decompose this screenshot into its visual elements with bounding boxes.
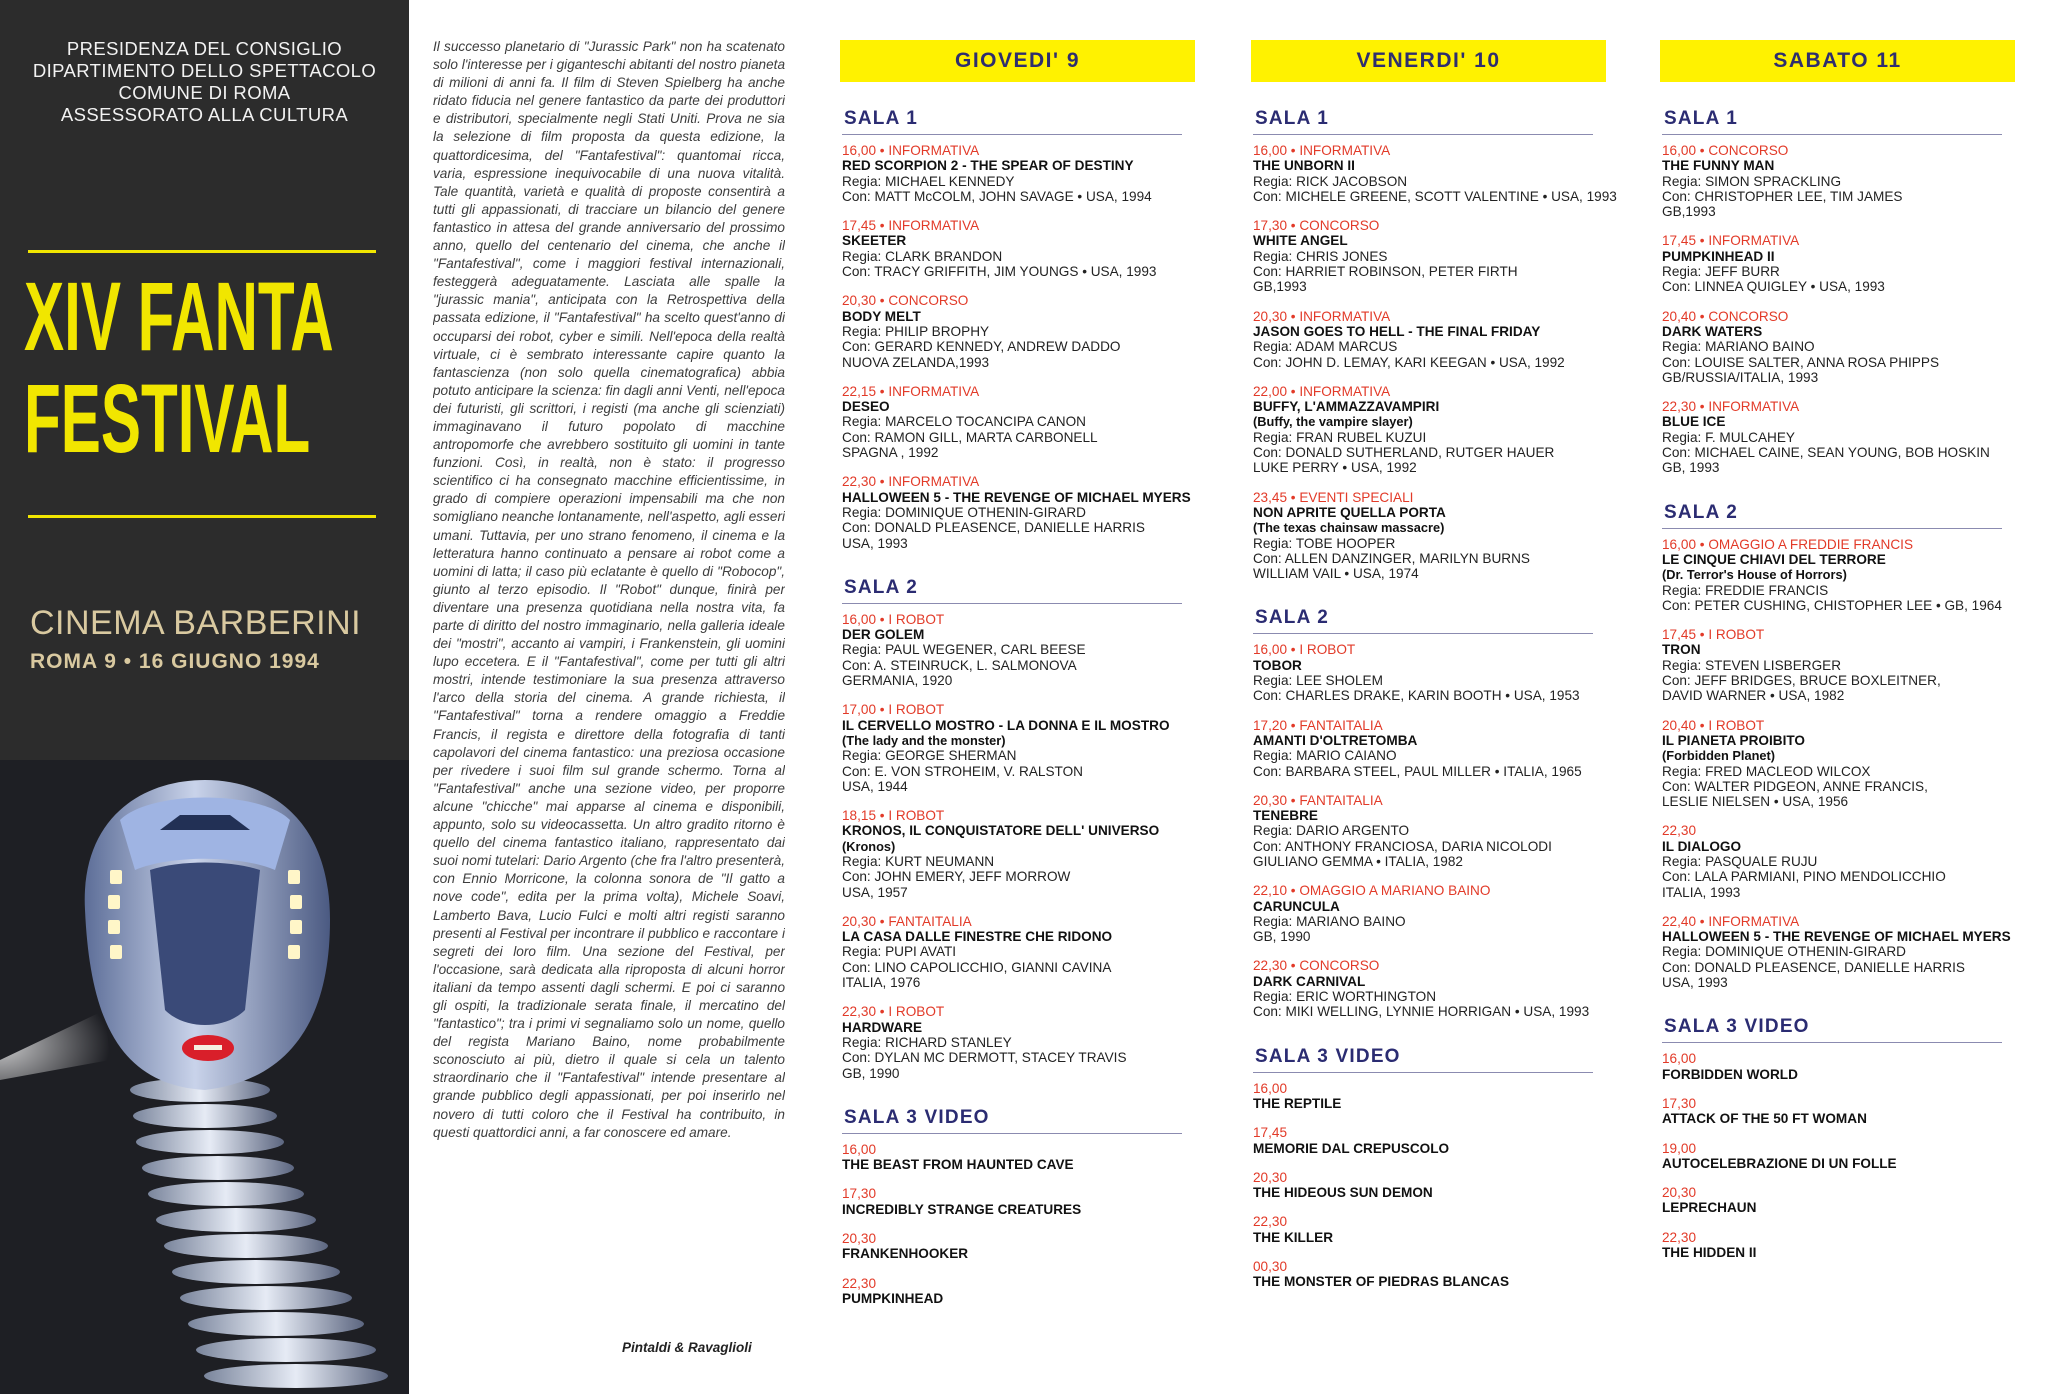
- film-title: IL DIALOGO: [1662, 838, 1742, 854]
- film-entry: [842, 612, 1195, 688]
- film-time: 17,30 • CONCORSO: [1253, 218, 1380, 234]
- film-title: TOBOR: [1253, 657, 1302, 673]
- film-entry: [842, 143, 1195, 204]
- film-time: 16,00 • INFORMATIVA: [842, 143, 980, 158]
- film-title: DER GOLEM: [842, 627, 925, 643]
- film-credits: GB, 1990: [1253, 929, 1311, 945]
- sala-title: SALA 3 VIDEO: [1662, 1016, 2002, 1043]
- film-credits: Regia: KURT NEUMANN: [842, 853, 995, 869]
- sala-title: SALA 1: [1253, 108, 1593, 135]
- film-title: THE FUNNY MAN: [1662, 158, 1775, 174]
- film-credits: Regia: MICHAEL KENNEDY: [842, 173, 1015, 189]
- film-original-title: (Dr. Terror's House of Horrors): [1662, 567, 1847, 583]
- film-credits: Regia: STEVEN LISBERGER: [1662, 657, 1842, 673]
- film-title: WHITE ANGEL: [1253, 233, 1348, 249]
- film-original-title: (The texas chainsaw massacre): [1253, 520, 1445, 536]
- film-time: 22,30: [1662, 823, 1697, 839]
- film-credits: Regia: MARIANO BAINO: [1662, 339, 1815, 355]
- film-credits: GB,1993: [1253, 279, 1307, 295]
- film-title: THE BEAST FROM HAUNTED CAVE: [842, 1157, 1074, 1173]
- film-time: 22,30 • INFORMATIVA: [1662, 399, 1800, 415]
- robot-head-illustration: [0, 760, 409, 1394]
- venue-name: CINEMA BARBERINI: [30, 604, 362, 642]
- film-credits: Con: ANTHONY FRANCIOSA, DARIA NICOLODI: [1253, 838, 1552, 854]
- film-entry: [1662, 233, 2015, 294]
- sala-list: [1660, 108, 2015, 1260]
- film-credits: Con: A. STEINRUCK, L. SALMONOVA: [842, 657, 1077, 673]
- film-title: THE REPTILE: [1253, 1095, 1342, 1111]
- film-time: 16,00: [1253, 1080, 1288, 1096]
- film-credits: Con: JOHN D. LEMAY, KARI KEEGAN • USA, 1992: [1253, 354, 1565, 370]
- film-credits: Con: JEFF BRIDGES, BRUCE BOXLEITNER,: [1662, 673, 1941, 689]
- film-credits: Con: LINNEA QUIGLEY • USA, 1993: [1662, 279, 1885, 295]
- sala-title: SALA 2: [842, 577, 1182, 604]
- institution-line: ASSESSORATO ALLA CULTURA: [60, 104, 349, 125]
- film-time: 16,00 • INFORMATIVA: [1253, 143, 1391, 158]
- film-credits: Regia: FRED MACLEOD WILCOX: [1662, 763, 1871, 779]
- day-column: [840, 40, 1195, 1360]
- film-title: CARUNCULA: [1253, 898, 1340, 914]
- film-credits: Con: CHARLES DRAKE, KARIN BOOTH • USA, 1953: [1253, 688, 1580, 704]
- film-time: 20,30 • FANTAITALIA: [842, 913, 972, 929]
- film-title: AUTOCELEBRAZIONE DI UN FOLLE: [1662, 1155, 1897, 1171]
- film-entry: [842, 384, 1195, 460]
- film-entry: [842, 1186, 1195, 1217]
- sala-title: SALA 2: [1253, 607, 1593, 634]
- film-original-title: (Buffy, the vampire slayer): [1253, 414, 1413, 430]
- film-time: 22,30: [1253, 1214, 1288, 1230]
- film-title: THE HIDEOUS SUN DEMON: [1253, 1185, 1433, 1201]
- film-time: 16,00: [842, 1141, 877, 1157]
- film-entry: [1662, 914, 2015, 990]
- film-credits: Regia: MARIO CAIANO: [1253, 748, 1397, 764]
- sala-list: [840, 108, 1195, 1306]
- film-title: HALLOWEEN 5 - THE REVENGE OF MICHAEL MYERS: [842, 489, 1191, 505]
- film-credits: GB, 1993: [1662, 460, 1720, 476]
- day-header: VENERDI' 10: [1251, 40, 1606, 82]
- film-time: 19,00: [1662, 1140, 1697, 1156]
- sala-section: [842, 108, 1195, 551]
- film-time: 17,45: [1253, 1125, 1288, 1141]
- film-title: LEPRECHAUN: [1662, 1200, 1757, 1216]
- film-title: HALLOWEEN 5 - THE REVENGE OF MICHAEL MYERS: [1662, 929, 2011, 945]
- film-time: 22,10 • OMAGGIO A MARIANO BAINO: [1253, 883, 1491, 899]
- film-time: 22,30 • I ROBOT: [842, 1004, 945, 1020]
- sala-section: [1662, 502, 2015, 991]
- film-credits: Regia: PASQUALE RUJU: [1662, 853, 1818, 869]
- film-title: IL PIANETA PROIBITO: [1662, 732, 1805, 748]
- film-title: DESEO: [842, 399, 890, 415]
- film-credits: USA, 1944: [842, 778, 908, 794]
- film-credits: Con: TRACY GRIFFITH, JIM YOUNGS • USA, 1993: [842, 264, 1157, 280]
- day-column: [1660, 40, 2015, 1360]
- film-entry: [842, 218, 1195, 279]
- film-credits: Con: PETER CUSHING, CHISTOPHER LEE • GB, 1964: [1662, 597, 2002, 613]
- film-credits: SPAGNA , 1992: [842, 445, 939, 461]
- film-title: INCREDIBLY STRANGE CREATURES: [842, 1201, 1082, 1217]
- film-title: TRON: [1662, 642, 1701, 658]
- film-credits: Con: RAMON GILL, MARTA CARBONELL: [842, 429, 1098, 445]
- film-credits: ITALIA, 1993: [1662, 884, 1741, 900]
- film-title: BUFFY, L'AMMAZZAVAMPIRI: [1253, 399, 1440, 415]
- film-time: 23,45 • EVENTI SPECIALI: [1253, 489, 1414, 505]
- film-credits: Con: CHRISTOPHER LEE, TIM JAMES: [1662, 188, 1903, 204]
- sala-title: SALA 3 VIDEO: [842, 1107, 1182, 1134]
- film-entry: [1253, 1214, 1606, 1245]
- film-credits: Regia: FREDDIE FRANCIS: [1662, 582, 1829, 598]
- film-title: THE MONSTER OF PIEDRAS BLANCAS: [1253, 1274, 1510, 1290]
- film-credits: Con: MIKI WELLING, LYNNIE HORRIGAN • USA, 1993: [1253, 1004, 1590, 1020]
- sala-list: [1251, 108, 1617, 1290]
- film-time: 22,30: [1662, 1229, 1697, 1245]
- film-entry: [842, 1276, 1195, 1307]
- film-title: DARK WATERS: [1662, 323, 1763, 339]
- film-title: DARK CARNIVAL: [1253, 973, 1366, 989]
- film-credits: Con: HARRIET ROBINSON, PETER FIRTH: [1253, 264, 1518, 280]
- film-title: FRANKENHOOKER: [842, 1246, 969, 1262]
- film-entry: [842, 808, 1195, 900]
- film-credits: Con: E. VON STROHEIM, V. RALSTON: [842, 763, 1083, 779]
- film-original-title: (The lady and the monster): [842, 732, 1006, 748]
- film-credits: GERMANIA, 1920: [842, 673, 953, 689]
- film-time: 16,00 • CONCORSO: [1662, 143, 1789, 158]
- film-credits: NUOVA ZELANDA,1993: [842, 354, 990, 370]
- film-entry: [1253, 490, 1606, 582]
- film-entry: [1662, 1230, 2015, 1261]
- film-credits: Regia: PHILIP BROPHY: [842, 323, 990, 339]
- festival-dates: ROMA 9 • 16 GIUGNO 1994: [30, 650, 320, 673]
- film-credits: Con: DONALD PLEASENCE, DANIELLE HARRIS: [1662, 959, 1965, 975]
- film-title: PUMPKINHEAD: [842, 1290, 944, 1306]
- film-entry: [842, 702, 1195, 794]
- film-credits: Con: GERARD KENNEDY, ANDREW DADDO: [842, 339, 1121, 355]
- film-title: LE CINQUE CHIAVI DEL TERRORE: [1662, 551, 1886, 567]
- film-entry: [1662, 1185, 2015, 1216]
- film-credits: Con: LINO CAPOLICCHIO, GIANNI CAVINA: [842, 959, 1112, 975]
- film-credits: DAVID WARNER • USA, 1982: [1662, 688, 1845, 704]
- sala-title: SALA 2: [1662, 502, 2002, 529]
- film-entry: [842, 914, 1195, 990]
- film-time: 17,45 • INFORMATIVA: [1662, 233, 1800, 249]
- film-credits: Regia: DOMINIQUE OTHENIN-GIRARD: [842, 504, 1086, 520]
- film-time: 16,00 • OMAGGIO A FREDDIE FRANCIS: [1662, 536, 1914, 552]
- day-header: GIOVEDI' 9: [840, 40, 1195, 82]
- day-header: SABATO 11: [1660, 40, 2015, 82]
- film-entry: [1253, 218, 1606, 294]
- film-time: 20,30 • CONCORSO: [842, 293, 969, 309]
- film-credits: Regia: SIMON SPRACKLING: [1662, 173, 1842, 189]
- film-entry: [1253, 642, 1606, 703]
- film-entry: [842, 1004, 1195, 1080]
- film-credits: Con: MICHAEL CAINE, SEAN YOUNG, BOB HOSKIN: [1662, 445, 1990, 461]
- festival-title: [24, 262, 334, 473]
- film-time: 22,30 • INFORMATIVA: [842, 474, 980, 490]
- film-credits: Con: LALA PARMIANI, PINO MENDOLICCHIO: [1662, 869, 1946, 885]
- film-credits: USA, 1993: [1662, 975, 1728, 991]
- film-title: AMANTI D'OLTRETOMBA: [1253, 732, 1418, 748]
- film-entry: [1253, 883, 1606, 944]
- film-time: 17,00 • I ROBOT: [842, 702, 945, 718]
- film-credits: Regia: GEORGE SHERMAN: [842, 748, 1017, 764]
- sala-title: SALA 1: [842, 108, 1182, 135]
- film-entry: [1662, 718, 2015, 810]
- film-time: 22,30: [842, 1275, 877, 1291]
- film-entry: [1253, 718, 1606, 779]
- film-entry: [842, 293, 1195, 369]
- sala-title: SALA 3 VIDEO: [1253, 1046, 1593, 1073]
- film-time: 20,40 • I ROBOT: [1662, 717, 1765, 733]
- film-credits: Regia: TOBE HOOPER: [1253, 535, 1396, 551]
- film-entry: [1253, 384, 1606, 476]
- film-credits: Con: ALLEN DANZINGER, MARILYN BURNS: [1253, 550, 1530, 566]
- institutions: [0, 38, 409, 126]
- film-title: JASON GOES TO HELL - THE FINAL FRIDAY: [1253, 323, 1541, 339]
- film-entry: [1253, 958, 1606, 1019]
- film-title: BLUE ICE: [1662, 414, 1726, 430]
- sala-section: [1662, 108, 2015, 476]
- film-credits: Con: MICHELE GREENE, SCOTT VALENTINE • USA, 1993: [1253, 188, 1617, 204]
- film-title: MEMORIE DAL CREPUSCOLO: [1253, 1140, 1450, 1156]
- film-credits: Con: BARBARA STEEL, PAUL MILLER • ITALIA, 1965: [1253, 763, 1582, 779]
- film-entry: [1253, 309, 1606, 370]
- film-title: LA CASA DALLE FINESTRE CHE RIDONO: [842, 929, 1113, 945]
- film-credits: Regia: PAUL WEGENER, CARL BEESE: [842, 642, 1086, 658]
- film-entry: [1253, 1170, 1606, 1201]
- sala-section: [1253, 108, 1617, 582]
- film-title: TENEBRE: [1253, 808, 1318, 824]
- film-title: THE HIDDEN II: [1662, 1245, 1757, 1261]
- film-title: HARDWARE: [842, 1019, 923, 1035]
- film-credits: Con: DONALD PLEASENCE, DANIELLE HARRIS: [842, 520, 1145, 536]
- film-credits: Regia: FRAN RUBEL KUZUI: [1253, 429, 1427, 445]
- sala-video-section: [842, 1107, 1195, 1306]
- film-time: 20,30: [842, 1231, 877, 1247]
- film-time: 17,45 • I ROBOT: [1662, 627, 1765, 643]
- film-credits: GB, 1990: [842, 1065, 900, 1081]
- film-credits: Con: DONALD SUTHERLAND, RUTGER HAUER: [1253, 445, 1555, 461]
- film-credits: Regia: PUPI AVATI: [842, 944, 957, 960]
- film-original-title: (Forbidden Planet): [1662, 748, 1776, 764]
- film-credits: Regia: JEFF BURR: [1662, 264, 1780, 280]
- film-credits: Regia: DOMINIQUE OTHENIN-GIRARD: [1662, 944, 1906, 960]
- film-credits: Regia: F. MULCAHEY: [1662, 429, 1795, 445]
- film-credits: GIULIANO GEMMA • ITALIA, 1982: [1253, 853, 1463, 869]
- film-title: KRONOS, IL CONQUISTATORE DELL' UNIVERSO: [842, 823, 1160, 839]
- film-time: 20,30: [1662, 1185, 1697, 1201]
- film-time: 18,15 • I ROBOT: [842, 808, 945, 824]
- institution-line: PRESIDENZA DEL CONSIGLIO: [66, 38, 343, 59]
- film-entry: [1253, 1125, 1606, 1156]
- day-column: [1251, 40, 1617, 1360]
- film-title: IL CERVELLO MOSTRO - LA DONNA E IL MOSTRO: [842, 717, 1170, 733]
- film-time: 17,20 • FANTAITALIA: [1253, 717, 1383, 733]
- film-entry: [842, 1231, 1195, 1262]
- film-entry: [1253, 143, 1617, 204]
- film-credits: USA, 1957: [842, 884, 908, 900]
- film-time: 22,40 • INFORMATIVA: [1662, 913, 1800, 929]
- film-credits: USA, 1993: [842, 535, 908, 551]
- film-time: 17,30: [1662, 1095, 1697, 1111]
- film-credits: Regia: CHRIS JONES: [1253, 248, 1388, 264]
- film-time: 22,30 • CONCORSO: [1253, 958, 1380, 974]
- authors-signature: Pintaldi & Ravaglioli: [622, 1340, 752, 1355]
- film-entry: [1662, 143, 2015, 219]
- film-credits: GB,1993: [1662, 204, 1716, 220]
- sala-video-section: [1662, 1016, 2015, 1260]
- film-credits: Regia: RICK JACOBSON: [1253, 173, 1408, 189]
- film-credits: ITALIA, 1976: [842, 975, 921, 991]
- intro-text: Il successo planetario di "Jurassic Park" non ha scatenato solo l'interesse per i giganteschi abitanti del nostro pianeta di milioni di anni fa. Il film di Steven Spielberg ha anche ridato fiducia nel genere fantastico da parte dei produttori e distributori, specialmente negli Stati Uniti. Prova ne sia la selezione di film proposta da questa edizione, la quattordicesima, del "Fantafestival": quantomai ricca, varia, espressione inequivocabile di una nuova vitalità. Tale quantità, varietà e qualità di proposte consentirà a tutti gli appassionati, di tracciare un bilancio del genere fantastico in attesa del grande anniversario del prossimo anno, quello del centenario del cinema, che anche il "Fantafestival", come i maggiori festival internazionali, festeggerà adeguatamente. Lasciata alle spalle la "jurassic mania", anticipata con la Retrospettiva della passata edizione, il "Fantafestival" ha scelto quest'anno di occuparsi dei robot, cyber e simili. Nell'epoca della realtà virtuale, ci è sembrato interessante capire quanto la fantascienza (non solo quella cinematografica) abbia potuto anticipare la scienza: fin dagli anni Venti, nell'epoca dei futuristi, gli scrittori, i registi (ma anche gli scienziati) immaginavano il futuro popolato di macchine antropomorfe che avrebbero sostituito gli uomini in tante funzioni. Così, in realtà, non è stato: il progresso scientifico ci ha consegnato macchine efficientissime, in grado di compiere operazioni impensabili ma che non somigliano neanche lontanamente, nell'aspetto, agli esseri umani. Tuttavia, per uno strano fenomeno, il cinema e la letteratura hanno continuato a pensare ai robot come a uomini di latta; il caso più eclatante è quello di "Robocop", giunto al terzo episodio. Il "Robot" dunque, finirà per diventare una presenza quotidiana nella nostra vita, fa parte di diritto del nostro immaginario, nella galleria ideale dei "mostri", accanto ai vampiri, i Frankenstein, gli uomini lupo eccetera. E il "Fantafestival", come per tutti gli altri mostri, intende testimoniare la sua presenza attraverso l'arco della storia del cinema. A grande richiesta, il "Fantafestival" torna a rendere omaggio a Freddie Francis, il regista e direttore della fotografia di tanti capolavori del cinema fantastico: una preziosa occasione per rivedere i suoi film sul grande schermo. Torna al "Fantafestival" anche una sezione video, per proporre alcune "chicche" mai apparse al cinema e disponibili, appunto, solo su videocassetta. Un altro gradito ritorno è quello del cinema fantastico italiano, rappresentato dai suoi nomi tutelari: Dario Argento (che fra l'altro presenterà, con Ennio Morricone, la colonna sonora de "Il gatto a nove code", edita per la prima volta), Michele Soavi, Lamberto Bava, Lucio Fulci e molti altri registi saranno presenti al Festival per incontrare il pubblico e raccontare i segreti dei loro film. Una sezione del Festival, per l'occasione, sarà dedicata alla riproposta di alcuni horror italiani da tempo assenti dagli schermi. E poi ci saranno gli ospiti, la tradizionale serata finale, il mercatino del "fantastico"; tra i primi vi segnaliamo solo un nome, quello del regista Mariano Baino, nome probabilmente sconosciuto ai più, dietro il quale si cela un talento straordinario che il "Fantafestival" intende presentare al grande pubblico degli appassionati, per poi inserirlo nel novero di tutti coloro che il Festival ha contribuito, in questi quattordici anni, a far conoscere ed amare.: [433, 39, 785, 1140]
- film-time: 00,30: [1253, 1259, 1288, 1275]
- film-credits: Regia: ADAM MARCUS: [1253, 339, 1398, 355]
- film-time: 16,00: [1662, 1051, 1697, 1067]
- film-entry: [1662, 1141, 2015, 1172]
- sala-video-section: [1253, 1046, 1606, 1290]
- film-credits: Con: DYLAN MC DERMOTT, STACEY TRAVIS: [842, 1050, 1127, 1066]
- film-entry: [1662, 309, 2015, 385]
- film-time: 20,30 • INFORMATIVA: [1253, 308, 1391, 324]
- film-credits: Regia: DARIO ARGENTO: [1253, 823, 1410, 839]
- divider: [28, 250, 376, 253]
- film-credits: Con: WALTER PIDGEON, ANNE FRANCIS,: [1662, 778, 1928, 794]
- film-credits: Regia: MARCELO TOCANCIPA CANON: [842, 414, 1086, 430]
- film-credits: LESLIE NIELSEN • USA, 1956: [1662, 794, 1849, 810]
- institution-line: DIPARTIMENTO DELLO SPETTACOLO: [32, 60, 377, 81]
- film-entry: [842, 474, 1195, 550]
- film-credits: Regia: MARIANO BAINO: [1253, 913, 1406, 929]
- film-credits: Con: LOUISE SALTER, ANNA ROSA PHIPPS: [1662, 354, 1940, 370]
- sala-section: [1253, 607, 1606, 1019]
- film-entry: [1253, 1259, 1606, 1290]
- film-time: 20,40 • CONCORSO: [1662, 308, 1789, 324]
- film-entry: [1662, 627, 2015, 703]
- film-entry: [1253, 1081, 1606, 1112]
- film-title: ATTACK OF THE 50 FT WOMAN: [1662, 1111, 1867, 1127]
- divider: [28, 515, 376, 518]
- festival-title-line: XIV FANTA: [24, 262, 334, 371]
- film-entry: [1662, 1096, 2015, 1127]
- film-title: RED SCORPION 2 - THE SPEAR OF DESTINY: [842, 158, 1134, 174]
- film-credits: Regia: LEE SHOLEM: [1253, 673, 1383, 689]
- cover-panel: [0, 0, 409, 1394]
- film-entry: [1662, 1051, 2015, 1082]
- film-credits: Regia: CLARK BRANDON: [842, 248, 1003, 264]
- film-time: 22,15 • INFORMATIVA: [842, 383, 980, 399]
- film-credits: Regia: ERIC WORTHINGTON: [1253, 989, 1437, 1005]
- film-title: THE UNBORN II: [1253, 158, 1355, 174]
- film-time: 22,00 • INFORMATIVA: [1253, 383, 1391, 399]
- film-original-title: (Kronos): [842, 838, 896, 854]
- film-credits: GB/RUSSIA/ITALIA, 1993: [1662, 369, 1819, 385]
- film-entry: [1662, 537, 2015, 613]
- film-time: 17,30: [842, 1186, 877, 1202]
- film-credits: LUKE PERRY • USA, 1992: [1253, 460, 1417, 476]
- sala-title: SALA 1: [1662, 108, 2002, 135]
- film-time: 17,45 • INFORMATIVA: [842, 218, 980, 234]
- film-time: 16,00 • I ROBOT: [1253, 642, 1356, 658]
- film-credits: Regia: RICHARD STANLEY: [842, 1034, 1012, 1050]
- film-title: FORBIDDEN WORLD: [1662, 1066, 1798, 1082]
- film-entry: [1253, 793, 1606, 869]
- film-title: NON APRITE QUELLA PORTA: [1253, 504, 1446, 520]
- film-title: PUMPKINHEAD II: [1662, 248, 1775, 264]
- film-time: 20,30: [1253, 1169, 1288, 1185]
- film-time: 20,30 • FANTAITALIA: [1253, 792, 1383, 808]
- film-time: 16,00 • I ROBOT: [842, 611, 945, 627]
- film-credits: WILLIAM VAIL • USA, 1974: [1253, 566, 1419, 582]
- film-entry: [1662, 823, 2015, 899]
- film-entry: [842, 1142, 1195, 1173]
- sala-section: [842, 577, 1195, 1081]
- film-entry: [1662, 399, 2015, 475]
- festival-title-line: FESTIVAL: [24, 364, 311, 473]
- film-title: SKEETER: [842, 233, 907, 249]
- film-credits: Con: JOHN EMERY, JEFF MORROW: [842, 869, 1071, 885]
- film-title: THE KILLER: [1253, 1229, 1334, 1245]
- institution-line: COMUNE DI ROMA: [118, 82, 291, 103]
- film-credits: Con: MATT McCOLM, JOHN SAVAGE • USA, 1994: [842, 188, 1152, 204]
- film-title: BODY MELT: [842, 308, 921, 324]
